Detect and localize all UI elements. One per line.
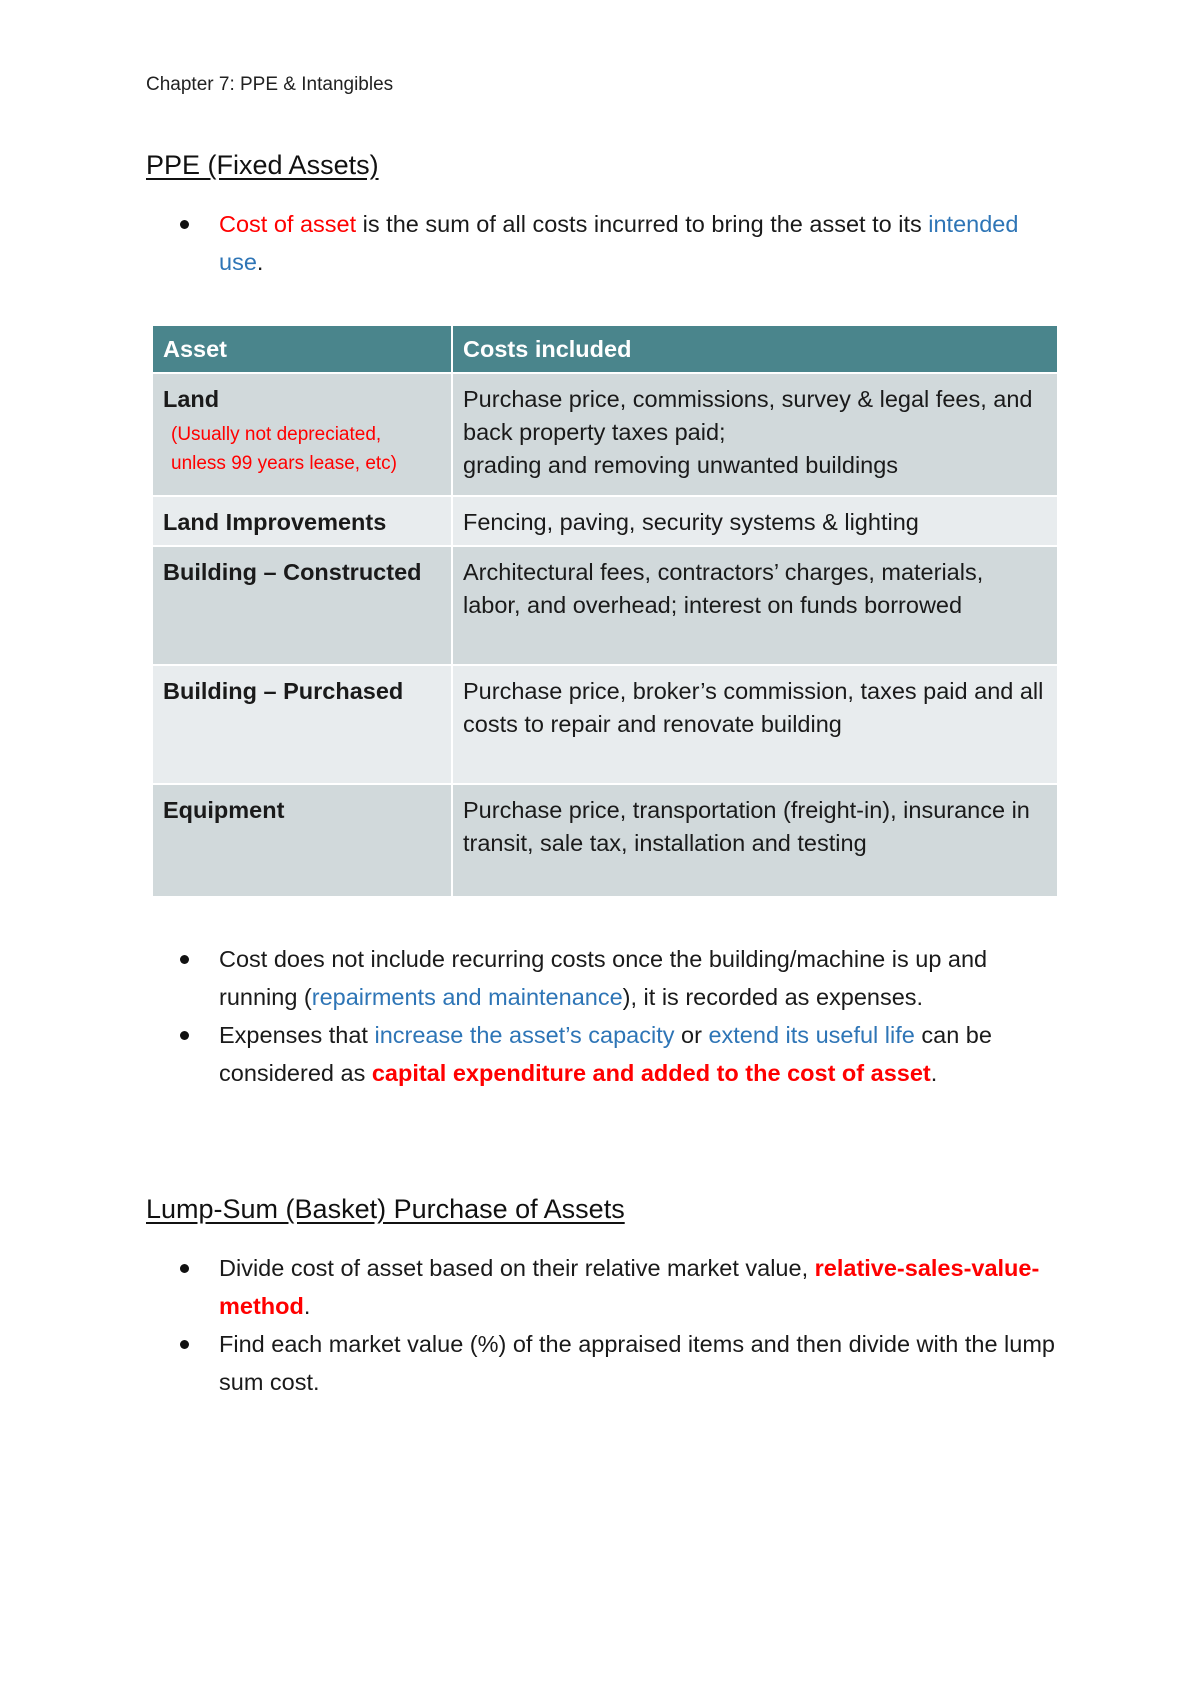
asset-costs-table bbox=[153, 326, 1059, 896]
section-title-ppe: PPE (Fixed Assets) bbox=[146, 150, 379, 180]
column-header-costs: Costs included bbox=[452, 326, 1058, 373]
table-row bbox=[153, 784, 1058, 896]
asset-cell: Equipment bbox=[153, 784, 452, 896]
table-row bbox=[153, 546, 1058, 665]
table-row bbox=[153, 665, 1058, 784]
bullet-icon bbox=[180, 220, 189, 229]
costs-cell: Fencing, paving, security systems & lighting bbox=[452, 496, 1058, 546]
costs-cell: Architectural fees, contractors’ charges, materials, labor, and overhead; interest on funds borrowed bbox=[452, 546, 1058, 665]
asset-cell: Land Improvements bbox=[153, 496, 452, 546]
lump-sum-list bbox=[146, 1249, 1066, 1401]
column-header-asset: Asset bbox=[153, 326, 452, 373]
costs-cell: Purchase price, commissions, survey & legal fees, and back property taxes paid; grading and removing unwanted buildings bbox=[452, 373, 1058, 496]
costs-cell: Purchase price, transportation (freight-in), insurance in transit, sale tax, installation and testing bbox=[452, 784, 1058, 896]
asset-note: (Usually not depreciated, unless 99 years lease, etc) bbox=[171, 424, 398, 474]
table-header-row bbox=[153, 326, 1058, 373]
list-item: Cost does not include recurring costs once the building/machine is up and running (repairments and maintenance), it is recorded as expenses. bbox=[146, 940, 1066, 1016]
asset-cell: Building – Constructed bbox=[153, 546, 452, 665]
section-title-lump-sum: Lump-Sum (Basket) Purchase of Assets bbox=[146, 1194, 625, 1224]
list-item: Cost of asset is the sum of all costs incurred to bring the asset to its intended use. bbox=[146, 205, 1066, 281]
cost-rules-list bbox=[146, 940, 1066, 1092]
page-header: Chapter 7: PPE & Intangibles bbox=[146, 74, 394, 95]
table-row bbox=[153, 496, 1058, 546]
costs-cell: Purchase price, broker’s commission, taxes paid and all costs to repair and renovate building bbox=[452, 665, 1058, 784]
bullet-icon bbox=[180, 955, 189, 964]
asset-cell: Land (Usually not depreciated, unless 99 years lease, etc) bbox=[153, 373, 452, 496]
table-row bbox=[153, 373, 1058, 496]
ppe-intro-list bbox=[146, 205, 1066, 281]
bullet-icon bbox=[180, 1031, 189, 1040]
bullet-icon bbox=[180, 1340, 189, 1349]
list-item: Find each market value (%) of the appraised items and then divide with the lump sum cost. bbox=[146, 1325, 1066, 1401]
asset-cell: Building – Purchased bbox=[153, 665, 452, 784]
list-item: Expenses that increase the asset’s capacity or extend its useful life can be considered as capital expenditure and added to the cost of asset. bbox=[146, 1016, 1066, 1092]
list-item: Divide cost of asset based on their relative market value, relative-sales-value-method. bbox=[146, 1249, 1066, 1325]
bullet-icon bbox=[180, 1264, 189, 1273]
